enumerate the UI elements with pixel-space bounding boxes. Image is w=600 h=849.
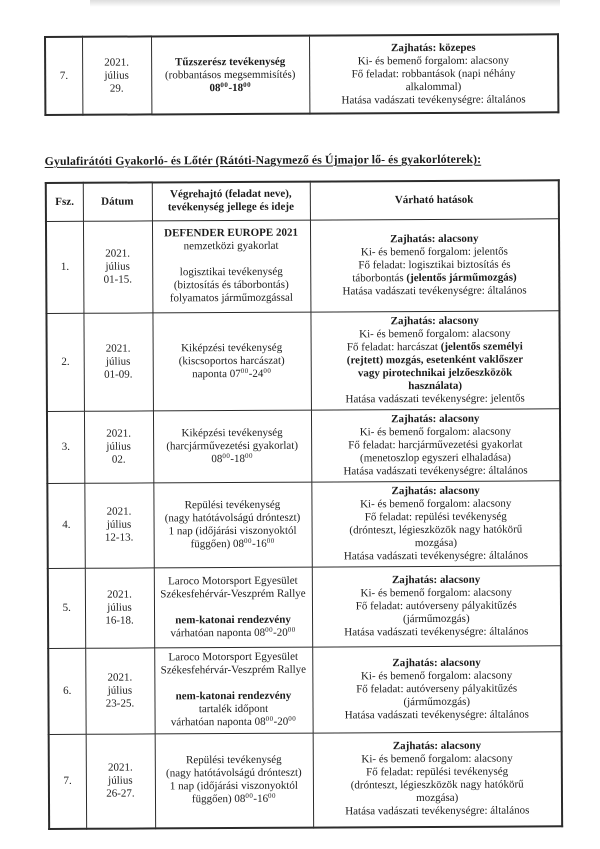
text-line: Ki- és bemenő forgalom: alacsony [359,327,511,340]
text-line: (járműmozgás) [402,612,470,625]
text-line: várhatóan naponta 0800-2000 [170,625,296,639]
text-line: 1 nap (időjárási viszonyoktól [168,524,297,537]
text-line: Székesfehérvár-Veszprém Rallye [160,587,306,600]
row-number-cell: 2. [46,313,84,411]
text-line: Hatása vadászati tevékenységre: általános [342,283,527,297]
text-line: július [106,518,132,531]
text-line: Hatása vadászati tevékenységre: általános [343,463,528,477]
text-line: 01-09. [104,368,133,381]
previous-page-schedule-table [44,33,559,116]
text-line: 16-18. [105,614,134,627]
text-line: július [107,684,133,697]
text-line: 2021. [107,761,133,774]
date-cell [83,312,153,410]
text-line: 2021. [106,505,132,518]
text-line: logisztikai tevékenység [179,265,283,279]
text-line: Hatása vadászati tevékenységre: általános [344,624,529,638]
table-row [45,34,558,115]
text-line: 2021. [106,427,131,440]
text-line: Kiképzési tevékenység [181,341,283,354]
text-line: Zajhatás: alacsony [392,739,482,753]
effects-cell [310,310,560,409]
task-cell [153,410,311,483]
row-number-cell: 4. [47,483,84,568]
text-line: július [108,774,133,787]
text-line: (robbantásos megsemmisítés) [164,68,296,81]
text-line: Ki- és bemenő forgalom: alacsony [360,669,513,682]
text-line: Hatása vadászati tevékenységre: általános [344,707,529,721]
text-line: Laroco Motorsport Egyesület [168,650,299,664]
text-line: 2021. [107,588,132,601]
text-line: nem-katonai rendezvény [175,689,292,703]
effects-cell [312,645,561,732]
date-cell [82,36,151,114]
text-line [154,253,309,267]
table-header-row [46,180,559,221]
header-effects: Várható hatások [310,180,559,219]
text-line: 29. [109,82,124,95]
text-line: Zajhatás: alacsony [392,656,481,669]
text-line: függően) 0800-1600 [190,536,275,550]
text-line: 02. [111,453,126,466]
text-line: 2021. [104,56,130,69]
text-line: Székesfehérvár-Veszprém Rallye [160,663,307,677]
row-number-cell: 1. [46,221,83,313]
task-cell [151,36,309,115]
table-row [49,731,562,829]
text-line: Fő feladat: repülési tevékenység [366,765,509,779]
date-cell [83,220,152,312]
text-line: folyamatos járműmozgással [169,291,293,305]
text-line: Zajhatás: alacsony [390,314,479,327]
text-line: Fő feladat: autóverseny pályakitűzés [356,682,518,695]
text-line: (rejtett) mozgás, esetenként vaklőszer [346,352,524,366]
text-line: július [105,355,131,368]
header-date: Dátum [83,182,152,220]
task-cell [153,482,311,568]
text-line: Fő feladat: harcászat (jelentős személyi [346,339,523,353]
text-line: 2021. [105,342,131,355]
text-line: tevékenység jellege és ideje [167,200,295,214]
text-line: Hatása vadászati tevékenységre: általános [341,92,526,106]
date-cell [86,733,155,828]
text-line: Hatása vadászati tevékenységre: általános [343,548,529,562]
task-cell [154,567,312,648]
text-line: Zajhatás: alacsony [391,412,480,425]
header-task [152,182,310,221]
row-number-cell: 5. [48,568,85,648]
text-line: vagy pirotechnikai jelzőeszközök [357,366,513,379]
text-line [156,677,311,691]
table-row [48,565,561,648]
effects-cell [312,565,561,646]
text-line: Végrehajtó (feladat neve), [169,187,292,201]
row-number-cell: 7. [49,734,86,829]
row-number-cell: 3. [47,411,84,483]
text-line: 12-13. [104,531,134,544]
text-line: Ki- és bemenő forgalom: alacsony [357,54,510,67]
task-cell [155,733,313,829]
text-line: 2021. [105,247,131,260]
text-line: július [104,69,129,82]
text-line: Kiképzési tevékenység [181,426,283,439]
text-line: Ki- és bemenő forgalom: alacsony [359,425,512,438]
date-cell [85,647,154,733]
text-line: Repülési tevékenység [185,754,282,767]
text-line: Fő feladat: harcjárművezetési gyakorlat [348,437,523,451]
text-line: 23-25. [105,697,135,710]
text-line: (járműmozgás) [403,695,471,708]
text-line: Ki- és bemenő forgalom: alacsony [361,752,513,766]
text-line: Zajhatás: alacsony [391,573,481,586]
text-line: Zajhatás: közepes [390,41,476,54]
table-row [48,645,561,734]
date-cell [85,567,154,647]
text-line: 1 nap (időjárási viszonyoktól [169,779,298,793]
table-row [46,218,559,313]
text-line: Hatása vadászati tevékenységre: jelentős [345,391,525,405]
text-line: Ki- és bemenő forgalom: jelentős [360,245,508,258]
text-line: várhatóan naponta 0800-2000 [170,714,297,729]
task-cell [154,647,312,734]
main-table-body [46,218,562,829]
text-line: július [107,601,132,614]
table-row [47,408,560,483]
effects-cell [310,218,559,311]
text-line: Ki- és bemenő forgalom: alacsony [360,497,512,510]
text-line: Fő feladat: autóverseny pályakitűzés [355,599,517,612]
row-number-cell: 7. [45,37,82,115]
text-line: (harcjárművezetési gyakorlat) [166,439,298,452]
text-line: Hatása vadászati tevékenységre: általános [345,804,530,818]
task-cell [152,220,310,313]
section-heading: Gyulafirátóti Gyakorló- és Lőtér (Rátóti-Nagymező és Újmajor lő- és gyakorlóterek): [44,151,482,168]
effects-cell [313,731,562,827]
text-line: július [106,440,131,453]
text-line: alkalommal) [405,80,462,93]
text-line: függően) 0800-1600 [191,792,277,806]
task-cell [152,312,311,411]
text-line: (nagy hatótávolságú drónteszt) [166,766,302,780]
text-line: Laroco Motorsport Egyesület [168,574,298,587]
text-line: Fő feladat: repülési tevékenység [364,510,507,523]
text-line [155,600,310,614]
text-line: július [105,260,130,273]
text-line: (drónteszt, légieszközök nagy hatókörű [350,778,524,792]
text-line: 26-27. [106,787,135,800]
text-line: Repülési tevékenység [184,498,281,511]
text-line: Zajhatás: alacsony [390,232,479,245]
table-row [47,480,560,568]
text-line: használata) [408,379,463,392]
text-line: (drónteszt, légieszközök nagy hatókörű [349,523,523,536]
row-number-cell: 6. [48,648,85,734]
effects-cell [311,480,560,566]
text-line: DEFENDER EUROPE 2021 [164,226,298,240]
header-number: Fsz. [46,183,83,221]
text-line: nemzetközi gyakorlat [183,239,279,253]
table-row [46,310,560,411]
text-line: (biztosítás és táborbontás) [173,278,289,292]
text-line: Tűzszerész tevékenység [174,55,286,68]
date-cell [84,482,153,567]
text-line: Fő feladat: robbantások (napi néhány [351,67,516,80]
text-line: Ki- és bemenő forgalom: alacsony [360,586,512,599]
text-line: (menetoszlop egyszeri elhaladása) [359,451,511,464]
text-line: 2021. [107,671,133,684]
date-cell [84,410,153,482]
text-line: tartalék időpont [198,702,269,716]
text-line: mozgása) [414,536,458,549]
text-line: Fő feladat: logisztikai biztosítás és [358,258,511,271]
text-line: (nagy hatótávolságú drónteszt) [164,511,301,524]
effects-cell [311,408,560,481]
text-line: táborbontás (jelentős járműmozgás) [352,271,517,284]
effects-cell [309,34,558,113]
text-line: Zajhatás: alacsony [391,484,480,497]
text-line: nem-katonai rendezvény [175,613,291,626]
text-line: naponta 0700-2400 [192,366,272,380]
text-line: mozgása) [416,792,459,805]
text-line: 0800-1800 [211,451,254,465]
schedule-table [45,179,563,830]
text-line: 01-15. [103,273,133,286]
text-line: (kiscsoportos harcászat) [178,354,285,367]
text-line: 0800-1800 [209,80,252,94]
